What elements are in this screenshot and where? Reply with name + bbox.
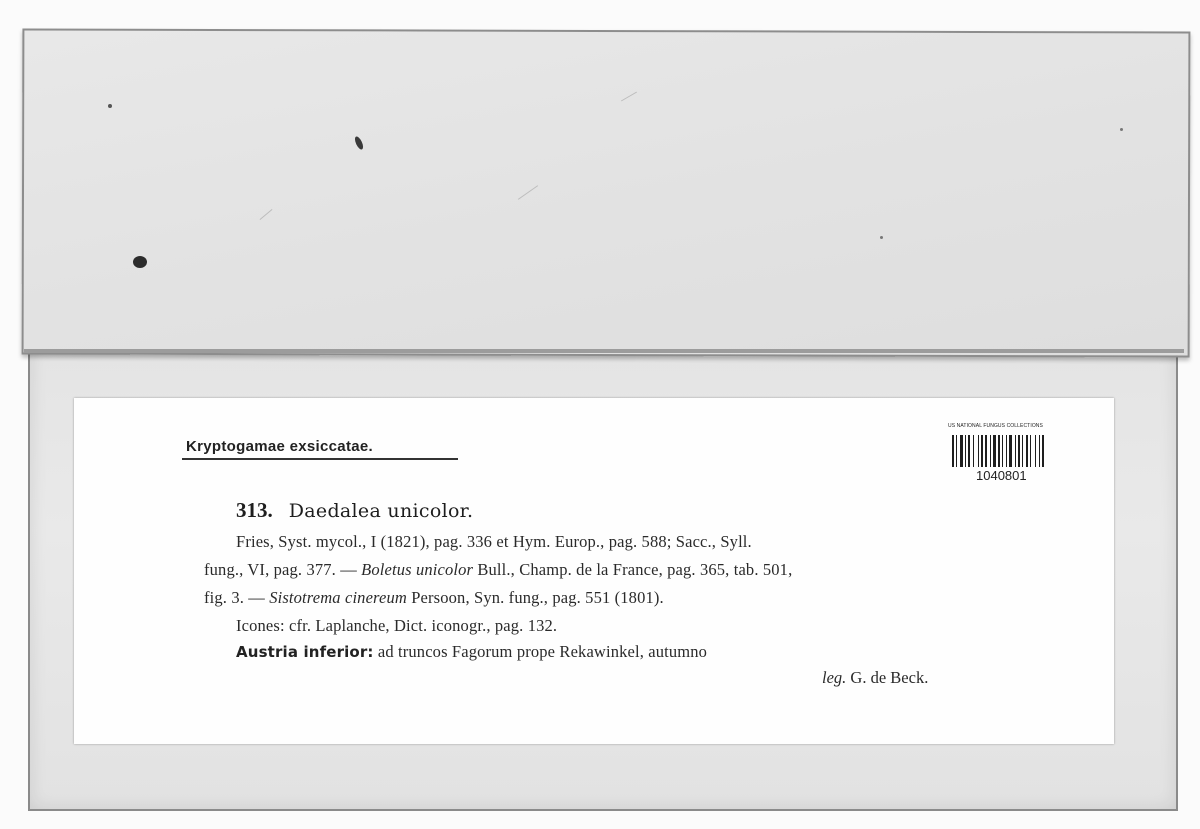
flap-mark (108, 104, 112, 108)
barcode (948, 423, 1084, 483)
synonymy-text: Fries, Syst. mycol., I (1821), pag. 336 et Hym. Europ., pag. 588; Sacc., Syll. (236, 532, 752, 551)
icones-text: Icones: cfr. Laplanche, Dict. iconogr., pag. 132. (236, 616, 558, 635)
flap-mark (880, 236, 883, 239)
icones-line (236, 616, 557, 636)
collector-line (822, 668, 928, 688)
series-title: Kryptogamae exsiccatae. (186, 438, 373, 455)
barcode-number: 1040801 (976, 468, 1027, 483)
flap-mark (133, 256, 147, 268)
barcode-caption: US NATIONAL FUNGUS COLLECTIONS (948, 423, 1043, 429)
flap-mark (1120, 128, 1123, 131)
synonymy-line-1 (236, 532, 752, 552)
flap-fold-line (24, 349, 1184, 353)
envelope-flap (22, 28, 1191, 357)
entry-heading (236, 498, 473, 523)
entry-number: 313. (236, 498, 273, 522)
synonymy-text: Persoon, Syn. fung., pag. 551 (1801). (406, 588, 664, 607)
species-name: Daedalea unicolor. (288, 500, 474, 522)
synonymy-text: Bull., Champ. de la France, pag. 365, tab. 501, (473, 560, 793, 579)
synonym-name: Sistotrema cinereum (269, 588, 407, 607)
locality-line (236, 642, 707, 662)
barcode-bars (952, 435, 1080, 467)
synonym-name: Boletus unicolor (361, 560, 474, 579)
synonymy-line-2 (204, 560, 792, 580)
synonymy-text: fung., VI, pag. 377. — (204, 560, 362, 579)
specimen-label (74, 398, 1114, 744)
synonymy-text: fig. 3. — (204, 588, 270, 607)
locality-region: Austria inferior: (236, 643, 374, 661)
locality-text: ad truncos Fagorum prope Rekawinkel, autumno (373, 642, 708, 661)
collector-name: G. de Beck. (846, 668, 929, 687)
synonymy-line-3 (204, 588, 664, 608)
series-title-underline (182, 458, 458, 460)
collector-prefix: leg. (822, 668, 847, 687)
